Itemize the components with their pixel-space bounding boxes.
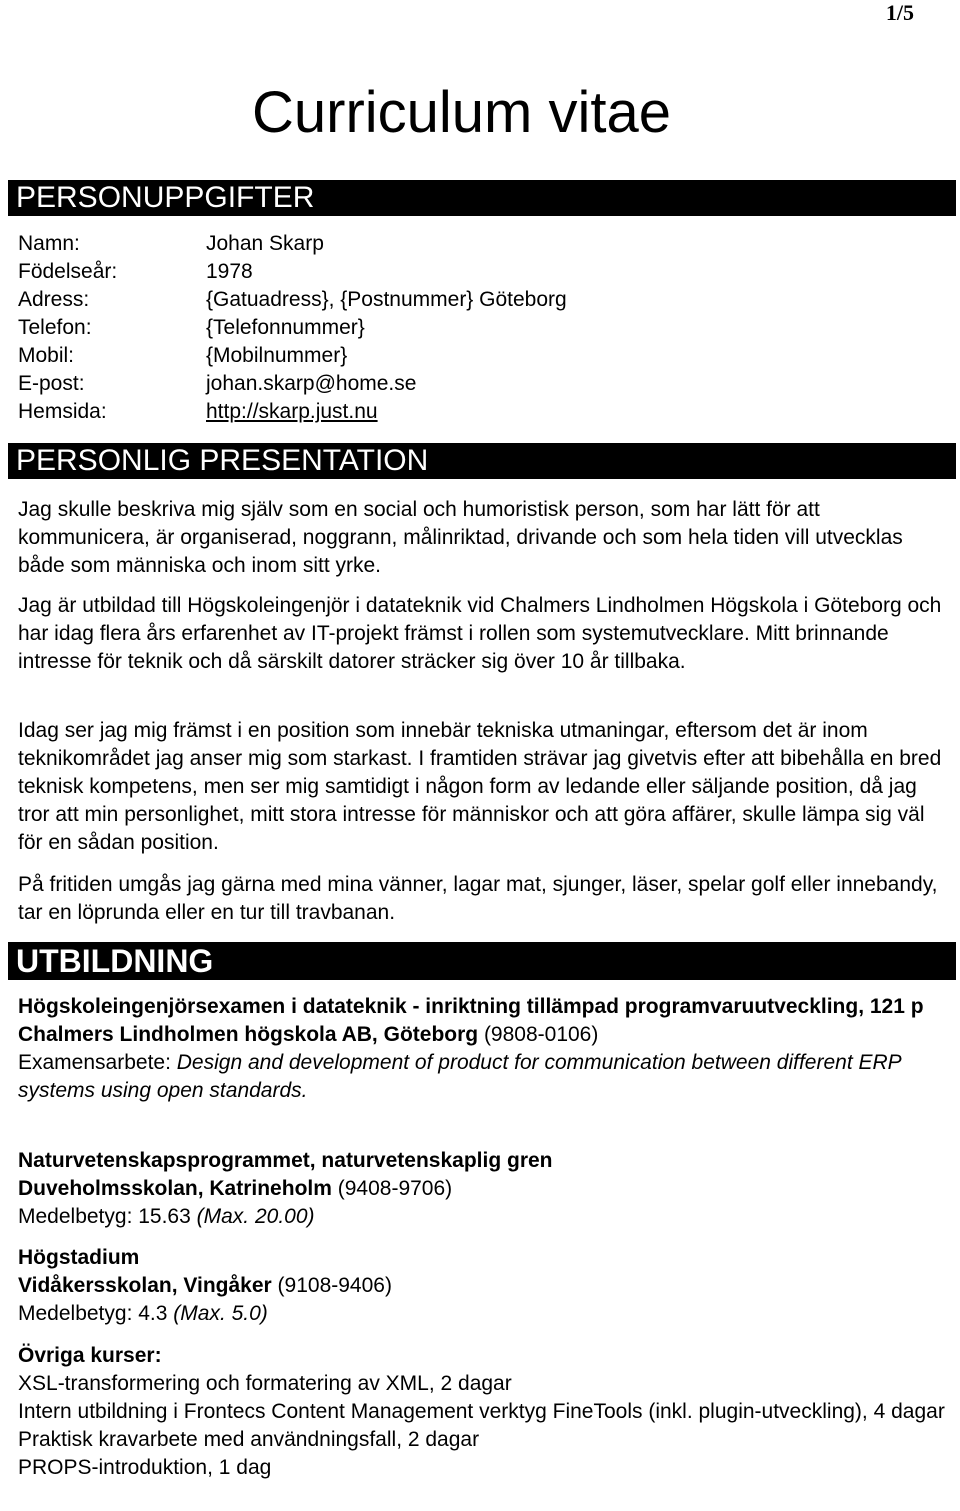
section-header-education: UTBILDNING — [8, 942, 956, 980]
document-title: Curriculum vitae — [252, 80, 671, 145]
degree-school-line — [18, 1021, 948, 1049]
info-value-mobile: {Mobilnummer} — [206, 344, 348, 367]
info-label: Telefon: — [18, 316, 92, 339]
info-value-phone: {Telefonnummer} — [206, 316, 365, 339]
high-school-school: Vidåkersskolan, Vingåker — [18, 1274, 272, 1297]
gymnasium-title: Naturvetenskapsprogrammet, naturvetenskaplig gren — [18, 1149, 553, 1172]
degree-title: Högskoleingenjörsexamen i datateknik - inriktning tillämpad programvaruutveckling, 121 p — [18, 995, 924, 1018]
course-item: Praktisk kravarbete med användningsfall, 2 dagar — [18, 1428, 480, 1451]
info-value-address: {Gatuadress}, {Postnummer} Göteborg — [206, 288, 567, 311]
presentation-paragraph: Idag ser jag mig främst i en position som innebär tekniska utmaningar, eftersom det är inom teknikområdet jag anser mig som starkast. I framtiden strävar jag givetvis efter att bibehålla en bred teknisk kompetens, men ser mig samtidigt i någon form av ledande eller säljande position, då jag tror att min personlighet, mitt stora intresse för människor och att göra affärer, skulle lämpa sig väl för en sådan position. — [18, 719, 942, 854]
info-value-name: Johan Skarp — [206, 232, 324, 255]
personal-info — [18, 230, 567, 426]
education-entry-gymnasium — [18, 1147, 948, 1231]
course-item: XSL-transformering och formatering av XML, 2 dagar — [18, 1372, 512, 1395]
course-item: Intern utbildning i Frontecs Content Management verktyg FineTools (inkl. plugin-utveckling), 4 dagar — [18, 1400, 945, 1423]
info-row-email — [18, 370, 567, 398]
info-label: Hemsida: — [18, 400, 107, 423]
info-label: Adress: — [18, 288, 90, 311]
info-label: Namn: — [18, 232, 80, 255]
gymnasium-school-line — [18, 1175, 948, 1203]
thesis-label: Examensarbete: — [18, 1051, 177, 1074]
high-school-grade-max: (Max. 5.0) — [173, 1302, 268, 1325]
info-row-mobile — [18, 342, 567, 370]
gymnasium-school: Duveholmsskolan, Katrineholm — [18, 1177, 332, 1200]
high-school-school-line — [18, 1272, 948, 1300]
presentation-paragraph: Jag skulle beskriva mig själv som en social och humoristisk person, som har lätt för att kommunicera, är organiserad, noggrann, målinriktad, drivande och som hela tiden vill utvecklas både som människa och inom sitt yrke. — [18, 498, 903, 577]
info-value-email[interactable]: johan.skarp@home.se — [206, 372, 417, 395]
info-label: Födelseår: — [18, 260, 118, 283]
gymnasium-grade-max: (Max. 20.00) — [196, 1205, 315, 1228]
education-entry-degree — [18, 993, 948, 1105]
homepage-link[interactable]: http://skarp.just.nu — [206, 400, 378, 423]
high-school-title: Högstadium — [18, 1246, 140, 1269]
high-school-grade-line — [18, 1300, 948, 1328]
high-school-period: (9108-9406) — [277, 1274, 392, 1297]
presentation-paragraph: Jag är utbildad till Högskoleingenjör i datateknik vid Chalmers Lindholmen Högskola i Göteborg och har idag flera års erfarenhet av IT-projekt främst i rollen som systemutvecklare. Mitt brinnande intresse för teknik och då särskilt datorer sträcker sig över 10 år tillbaka. — [18, 594, 942, 673]
high-school-grade: Medelbetyg: 4.3 — [18, 1302, 168, 1325]
page-number: 1/5 — [885, 0, 914, 25]
info-row-web — [18, 398, 567, 426]
section-header-presentation: PERSONLIG PRESENTATION — [8, 443, 956, 479]
info-row-name — [18, 230, 567, 258]
info-row-address — [18, 286, 567, 314]
degree-school: Chalmers Lindholmen högskola AB, Göteborg — [18, 1023, 479, 1046]
courses-title: Övriga kurser: — [18, 1344, 162, 1367]
education-entry-high-school — [18, 1244, 948, 1328]
info-row-phone — [18, 314, 567, 342]
thesis-title: Design and development of product for communication between different ERP systems using open standards. — [18, 1051, 901, 1102]
info-label: Mobil: — [18, 344, 75, 367]
gymnasium-grade: Medelbetyg: 15.63 — [18, 1205, 191, 1228]
presentation-paragraph: På fritiden umgås jag gärna med mina vänner, lagar mat, sjunger, läser, spelar golf eller innebandy, tar en löprunda eller en tur till travbanan. — [18, 873, 938, 924]
gymnasium-period: (9408-9706) — [337, 1177, 453, 1200]
info-value-birth: 1978 — [206, 260, 253, 283]
gymnasium-grade-line — [18, 1203, 948, 1231]
course-item: PROPS-introduktion, 1 dag — [18, 1456, 272, 1479]
degree-period: (9808-0106) — [483, 1023, 599, 1046]
education-entry-courses — [18, 1342, 948, 1482]
info-label: E-post: — [18, 372, 85, 395]
section-header-personal: PERSONUPPGIFTER — [8, 180, 956, 216]
degree-thesis-line — [18, 1049, 948, 1105]
info-row-birth — [18, 258, 567, 286]
